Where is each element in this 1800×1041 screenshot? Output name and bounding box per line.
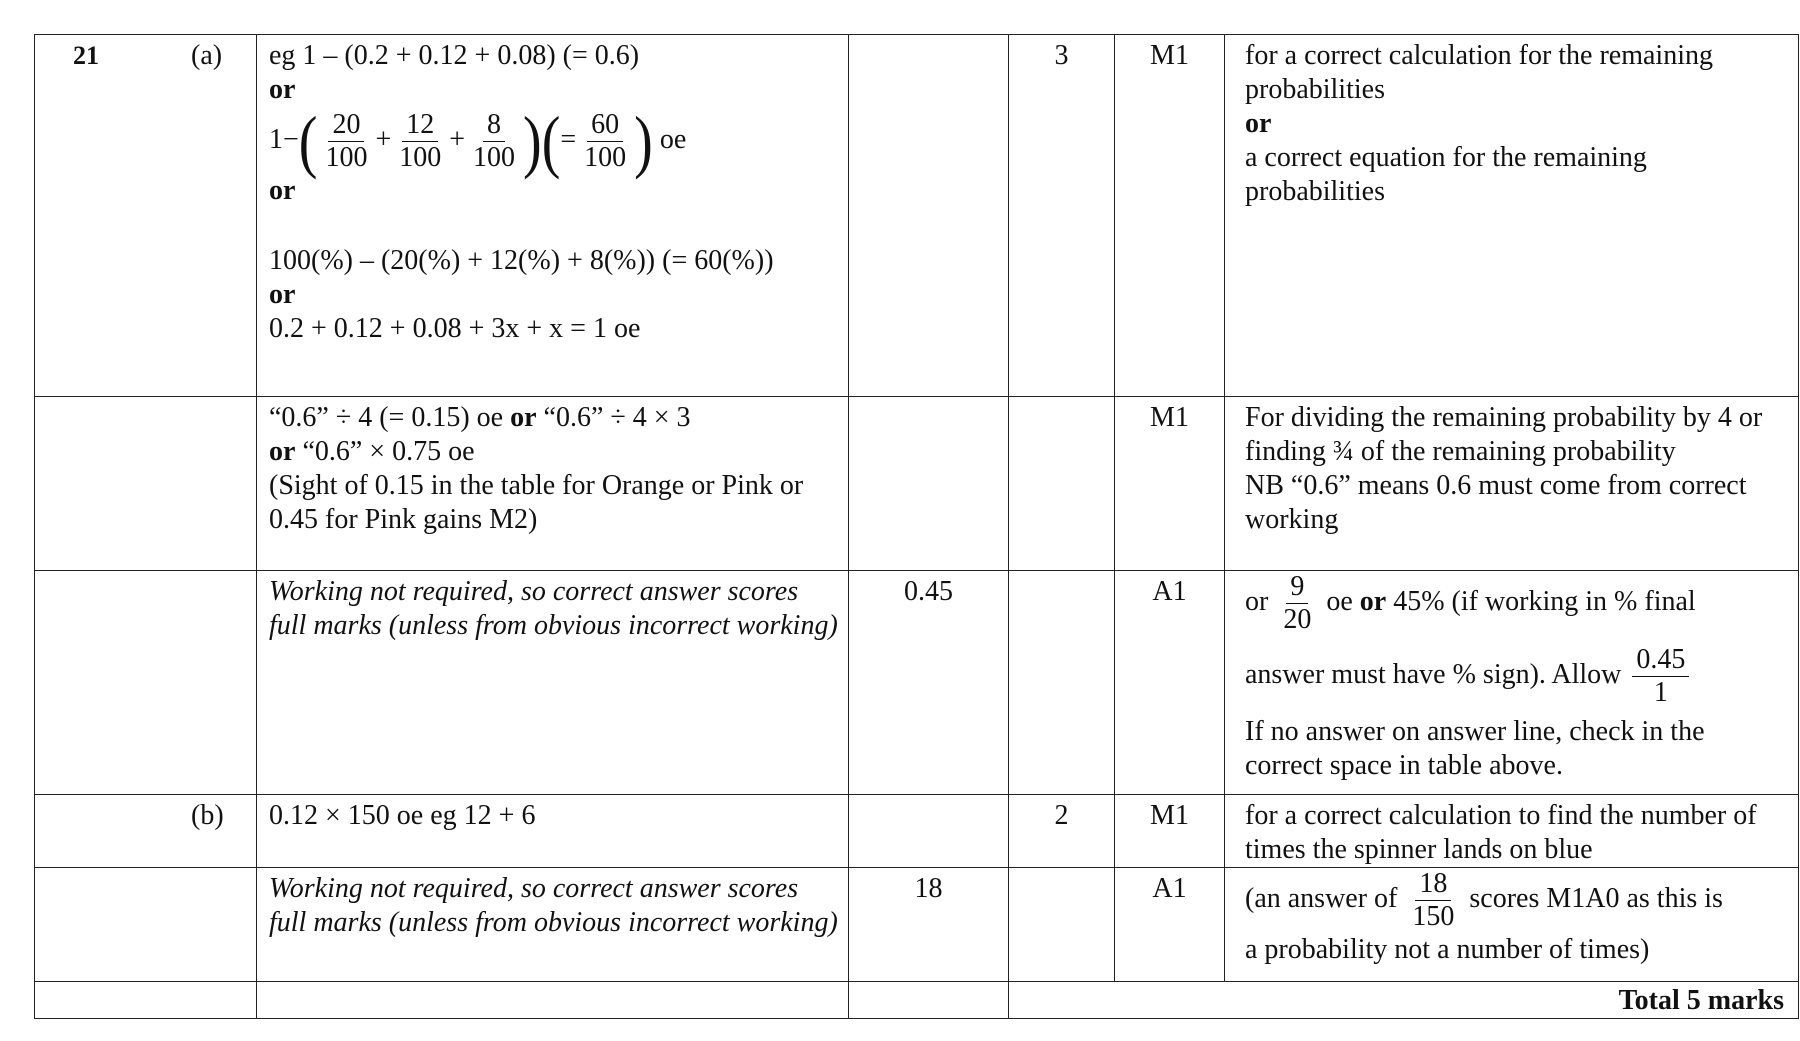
working-line: eg 1 – (0.2 + 0.12 + 0.08) (= 0.6): [269, 40, 640, 71]
fraction-expression: 1−( $\frac{20}{100}$ + $\frac{12}{100}$ + $\frac{8}{100}$ )(= $\frac{60}{100}$ ) oe: [269, 102, 687, 181]
answer-cell: [849, 35, 1009, 397]
marks-cell: 3: [1009, 35, 1115, 397]
or-label: or: [269, 279, 296, 310]
guidance-cell: For dividing the remaining probability by 4 or finding ¾ of the remaining probability NB “0.6” means 0.6 must come from correct working: [1225, 397, 1799, 571]
question-part-b: (b): [191, 800, 224, 831]
total-marks: Total 5 marks: [1225, 982, 1799, 1019]
row-b-method: [35, 795, 1799, 868]
working-cell: Working not required, so correct answer scores full marks (unless from obvious incorrect working): [257, 571, 849, 795]
mark-code-cell: M1: [1115, 795, 1225, 868]
question-cell: [35, 397, 257, 571]
fraction: $\frac{20}{100}$: [325, 109, 368, 173]
working-cell: [257, 397, 849, 571]
guidance-cell: for a correct calculation for the remaining probabilities or a correct equation for the remaining probabilities: [1225, 35, 1799, 397]
fraction: $\frac{12}{100}$: [399, 109, 442, 173]
question-number: 21: [73, 41, 99, 70]
fraction: $\frac{0.45}{1}$: [1632, 644, 1689, 709]
or-label: or: [269, 175, 296, 206]
marks-cell: [1009, 571, 1115, 795]
fraction: $\frac{8}{100}$: [473, 109, 516, 173]
answer-cell: [849, 397, 1009, 571]
mark-code-cell: A1: [1115, 571, 1225, 795]
left-paren: (: [541, 102, 561, 181]
answer-cell: [849, 795, 1009, 868]
row-a-method-2: [35, 397, 1799, 571]
fraction: $\frac{18}{150}$: [1412, 868, 1455, 932]
question-cell: [35, 35, 257, 397]
working-line: 100(%) – (20(%) + 12(%) + 8(%)) (= 60(%)): [269, 245, 774, 276]
or-label: or: [269, 74, 296, 105]
marks-cell: 2: [1009, 795, 1115, 868]
working-cell: [257, 35, 849, 397]
working-line: 0.2 + 0.12 + 0.08 + 3x + x = 1 oe: [269, 313, 641, 344]
row-a-accuracy: [35, 571, 1799, 795]
fraction: $\frac{9}{20}$: [1283, 571, 1312, 635]
guidance-cell: (an answer of $\frac{18}{150}$ scores M1A0 as this is a probability not a number of times): [1225, 868, 1799, 982]
fraction: $\frac{60}{100}$: [584, 109, 627, 173]
right-paren: ): [523, 102, 542, 181]
working-line: “0.6” ÷ 4 (= 0.15) oe or “0.6” ÷ 4 × 3: [269, 402, 691, 433]
question-cell: [35, 795, 257, 868]
working-line: or “0.6” × 0.75 oe: [269, 436, 475, 467]
marks-cell: [1009, 868, 1115, 982]
working-cell: 0.12 × 150 oe eg 12 + 6: [257, 795, 849, 868]
total-row: [35, 982, 1799, 1019]
guidance-cell: or $\frac{9}{20}$ oe or 45% (if working in % final answer must have % sign). Allow $\frac{0.45}{1}$ If no answer on answer line, check in the correct space in table above.: [1225, 571, 1799, 795]
question-cell: [35, 571, 257, 795]
answer-cell: 18: [849, 868, 1009, 982]
left-paren: (: [298, 102, 318, 181]
mark-scheme-table: [34, 34, 1799, 1019]
row-b-accuracy: [35, 868, 1799, 982]
marks-cell: [1009, 397, 1115, 571]
working-note: (Sight of 0.15 in the table for Orange or Pink or 0.45 for Pink gains M2): [269, 470, 804, 535]
question-cell: [35, 868, 257, 982]
guidance-cell: for a correct calculation to find the number of times the spinner lands on blue: [1225, 795, 1799, 868]
mark-code-cell: M1: [1115, 35, 1225, 397]
mark-code-cell: A1: [1115, 868, 1225, 982]
right-paren: ): [634, 102, 653, 181]
mark-code-cell: M1: [1115, 397, 1225, 571]
working-cell: Working not required, so correct answer scores full marks (unless from obvious incorrect working): [257, 868, 849, 982]
question-part-a: (a): [191, 40, 223, 71]
answer-cell: 0.45: [849, 571, 1009, 795]
row-a-method-1: [35, 35, 1799, 397]
